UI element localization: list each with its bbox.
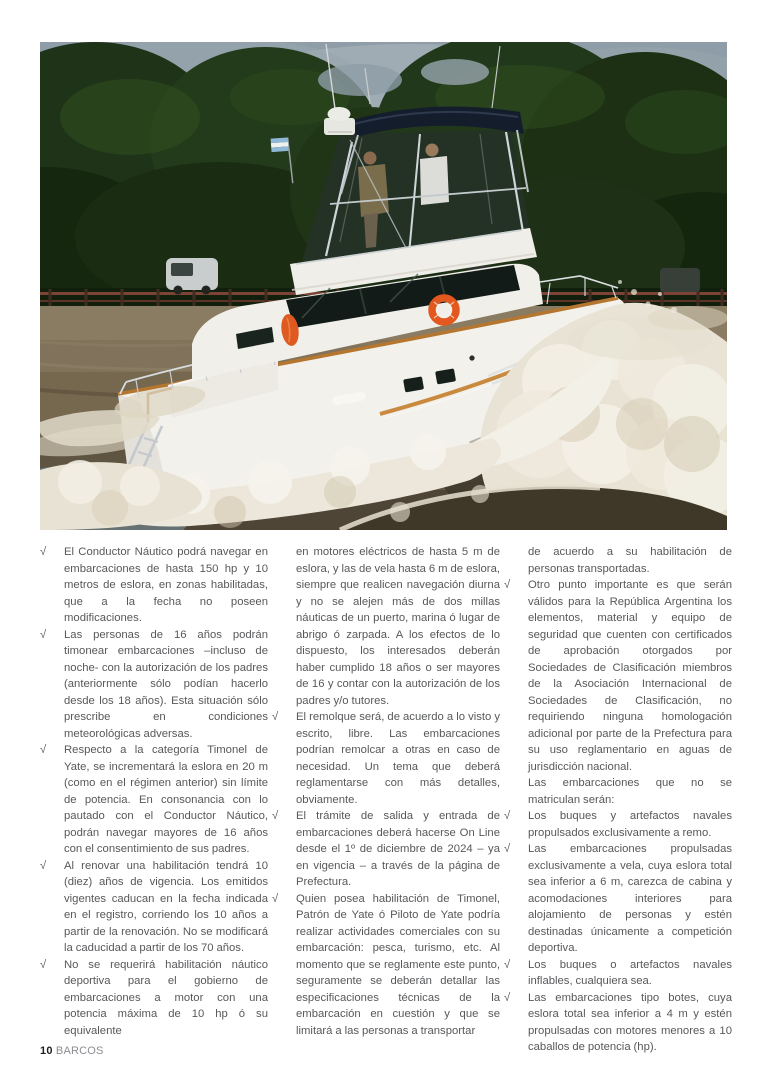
list-item-text: El remolque será, de acuerdo a lo visto y escrito, libre. Las embarcaciones podrían remolcar a otras en caso de necesidad. Un tema que deberá reglamentarse con más detalles, obviamente. (296, 711, 500, 806)
check-bullet: √ (40, 546, 47, 558)
list-item-text: No se requerirá habilitación náutico deportiva para el gobierno de embarcaciones a motor con una potencia máxima de 10 hp ó su equivalente (64, 958, 268, 1037)
list-item (504, 841, 732, 957)
list-item (504, 808, 732, 841)
list-item-text: Otro punto importante es que serán válidos para la República Argentina los elementos, material y equipo de seguridad que cuenten con certificados de aprobación otorgados por Sociedades de Clasificación miembros de la Asociación Internacional de Sociedades de Clasificación, no requiriendo ninguna homologación adicional por parte de la Prefectura para su uso reglamentario en aguas de jurisdicción nacional. (528, 579, 732, 773)
list-item-text: Quien posea habilitación de Timonel, Patrón de Yate ó Piloto de Yate podría realizar actividades comerciales con su embarcación: pesca, turismo, etc. Al momento que se reglamente este punto, seguramente se deberán detallar las especificaciones técnicas de la embarcación en cuestión y que se limitará a las personas a transportar (296, 892, 500, 1037)
check-bullet: √ (272, 892, 279, 905)
list-item (272, 709, 500, 808)
list-item-text: en motores eléctricos de hasta 5 m de eslora, y las de vela hasta 6 m de eslora, siempre que realicen navegación diurna y no se alejen más de dos millas náuticas de un puerto, marina ó lugar de abrigo ó zarpada. A los efectos de lo dispuesto, los interesados deberán haber cumplido 18 años o ser mayores de 16 y contar con la autorización de los padres y/o tutores. (296, 546, 500, 707)
list-item (40, 742, 268, 858)
list-item-text: Las embarcaciones tipo botes, cuya eslora total sea inferior a 4 m y estén propulsadas con motores menores a 10 caballos de potencia (hp). (528, 991, 732, 1053)
list-item (272, 544, 500, 709)
list-item-text: Al renovar una habilitación tendrá 10 (diez) años de vigencia. Los emitidos vigentes caducan en la fecha indicada en el registro, corriendo los 10 años a partir de la renovación. No se modificará la caducidad a partir de los 70 años. (64, 859, 268, 954)
check-bullet: √ (272, 711, 279, 723)
check-bullet: √ (504, 579, 511, 591)
check-bullet: √ (504, 958, 511, 971)
check-bullet: √ (40, 628, 47, 641)
list-item (504, 544, 732, 577)
list-item-text: Los buques o artefactos navales inflables, cualquiera sea. (528, 958, 732, 987)
list-item-text: Los buques y artefactos navales propulsados exclusivamente a remo. (528, 810, 732, 839)
check-bullet: √ (40, 958, 47, 971)
check-bullet: √ (40, 744, 47, 756)
list-item (272, 891, 500, 1040)
list-item (40, 627, 268, 743)
list-item (504, 577, 732, 775)
text-column-1 (40, 544, 268, 1056)
list-item (40, 544, 268, 627)
list-item (504, 775, 732, 808)
list-item-text: Las personas de 16 años podrán timonear embarcaciones –incluso de noche- con la autorización de los padres (anteriormente sólo podían hacerlo desde los 18 años). Esta situación sólo prescribe en condiciones meteorológicas adversas. (64, 628, 268, 740)
list-item (40, 957, 268, 1040)
list-item (272, 808, 500, 891)
article-body (40, 544, 732, 1056)
list-item-text: El trámite de salida y entrada de embarcaciones deberá hacerse On Line desde el 1º de diciembre de 2024 – ya en vigencia – a través de la página de Prefectura. (296, 810, 500, 888)
page-number: 10 (40, 1045, 53, 1057)
magazine-name: BARCOS (55, 1045, 104, 1057)
text-column-3 (504, 544, 732, 1056)
list-item-text: de acuerdo a su habilitación de personas transportadas. (528, 546, 732, 575)
boat-photo (40, 42, 727, 530)
check-bullet: √ (504, 843, 511, 855)
list-item (504, 957, 732, 990)
text-column-2 (272, 544, 500, 1056)
check-bullet: √ (40, 859, 47, 872)
list-item-text: El Conductor Náutico podrá navegar en embarcaciones de hasta 150 hp y 10 metros de eslora, en zonas habilitadas, que a la fecha no poseen modificaciones. (64, 546, 268, 624)
check-bullet: √ (504, 991, 511, 1004)
list-item (40, 858, 268, 957)
check-bullet: √ (272, 810, 279, 822)
check-bullet: √ (504, 810, 511, 822)
list-item-text: Respecto a la categoría Timonel de Yate, se incrementará la eslora en 20 m (como en el régimen anterior) sin límite de potencia. En consonancia con lo pautado con el Conductor Náutico, podrán navegar mayores de 16 años con el consentimiento de sus padres. (64, 744, 268, 855)
list-item-text: Las embarcaciones que no se matriculan serán: (528, 777, 732, 806)
page-footer (40, 1045, 104, 1058)
list-item (504, 990, 732, 1056)
list-item-text: Las embarcaciones propulsadas exclusivamente a vela, cuya eslora total sea inferior a 6 m, carezca de cabina y acomodaciones interiores para alojamiento de personas y estén destinadas únicamente a competición deportiva. (528, 843, 732, 954)
